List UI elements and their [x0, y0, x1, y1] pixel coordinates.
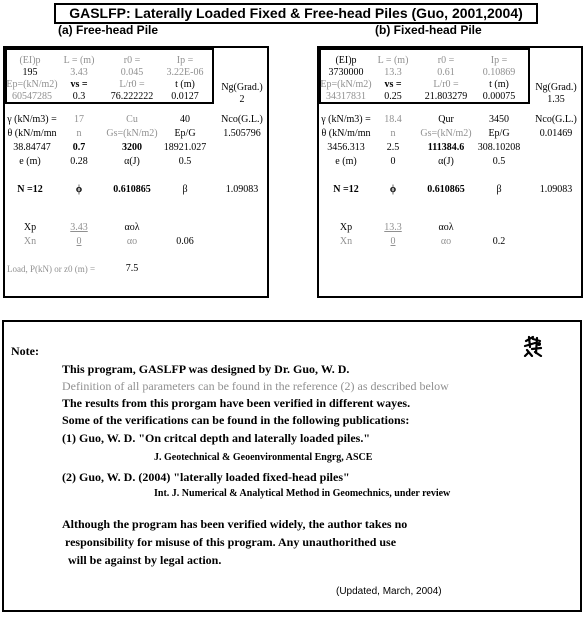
fixed-nco-value: 0.01469	[539, 128, 573, 139]
free-phi-value: 0.610865	[113, 184, 151, 195]
fixed-theta-label: θ (kN/m/mn	[321, 128, 371, 139]
free-cu-value[interactable]: 40	[180, 114, 190, 125]
fixed-xn-label: Xn	[339, 236, 353, 247]
free-gs-value: 3200	[122, 142, 142, 153]
fixed-length-value[interactable]: 13.3	[384, 67, 402, 78]
free-load-label: Load, P(kN) or z0 (m) =	[7, 264, 96, 274]
free-alpha0-value[interactable]: 0.06	[176, 236, 194, 247]
note-disclaimer-2: responsibility for misuse of this program. Any unauthorithed use	[62, 535, 397, 549]
free-inertia-label: Ip =	[176, 55, 194, 66]
free-xn-label: Xn	[23, 236, 37, 247]
fixed-alpha0-value[interactable]: 0.2	[492, 236, 506, 247]
note-ref-2-journal: Int. J. Numerical & Analytical Method in Geomechnics, under review	[154, 488, 451, 499]
fixed-t-label: t (m)	[489, 79, 509, 90]
note-line-definition: Definition of all parameters can be found in the reference (2) as described below	[62, 379, 449, 393]
free-t-label: t (m)	[175, 79, 195, 90]
note-box	[2, 320, 582, 612]
free-theta-value: 38.84747	[13, 142, 51, 153]
free-head-heading: (a) Free-head Pile	[58, 23, 159, 37]
note-disclaimer-1: Although the program has been verified widely, the author takes no	[62, 517, 408, 531]
free-t-value[interactable]: 0.0127	[171, 91, 199, 102]
free-ep-label: Ep=(kN/m2)	[6, 79, 58, 90]
fixed-alpha-value[interactable]: 0.5	[492, 156, 506, 167]
free-inertia-value[interactable]: 3.22E-06	[166, 67, 204, 78]
fixed-gamma-label: γ (kN/m3) =	[321, 114, 371, 125]
note-line-verified: The results from this prorgam have been verified in different wayes.	[62, 396, 411, 410]
free-gs-label: Gs=(kN/m2)	[106, 128, 158, 139]
free-head-panel	[3, 46, 269, 298]
free-n-value[interactable]: 0.7	[72, 142, 86, 153]
fixed-t-value[interactable]: 0.00075	[482, 91, 516, 102]
note-ref-2: (2) Guo, W. D. (2004) "laterally loaded fixed-head piles"	[62, 470, 350, 484]
free-lr-value: 76.222222	[110, 91, 154, 102]
free-radius-value[interactable]: 0.045	[120, 67, 144, 78]
free-lr-label: L/r0 =	[119, 79, 145, 90]
free-alpha-value[interactable]: 0.5	[178, 156, 192, 167]
fixed-poisson-value[interactable]: 0.25	[384, 91, 402, 102]
fixed-epg-value: 308.10208	[477, 142, 521, 153]
fixed-ep-label: Ep=(kN/m2)	[320, 79, 372, 90]
free-nco-value: 1.505796	[223, 128, 261, 139]
free-xp-label: Xp	[23, 222, 37, 233]
free-ng-label: Ng(Grad.)	[221, 82, 263, 93]
fixed-length-label: L = (m)	[377, 55, 409, 66]
free-cu-label: Cu	[126, 114, 138, 125]
fixed-phi-value: 0.610865	[427, 184, 465, 195]
free-xn-value: 0	[76, 236, 82, 247]
free-e-label: e (m)	[19, 156, 41, 167]
free-beta-value: 1.09083	[225, 184, 259, 195]
free-xp-value: 3.43	[70, 222, 88, 233]
free-ei-value[interactable]: 195	[22, 67, 38, 78]
fixed-gs-value: 111384.6	[427, 142, 465, 153]
free-e-value[interactable]: 0.28	[70, 156, 88, 167]
note-ref-1-journal: J. Geotechnical & Geoenvironmental Engrg, ASCE	[154, 452, 373, 463]
fixed-qur-label: Qur	[438, 114, 454, 125]
fixed-alphalambda-label: αoλ	[438, 222, 454, 233]
fixed-e-label: e (m)	[335, 156, 357, 167]
free-epg-label: Ep/G	[174, 128, 196, 139]
fixed-e-value[interactable]: 0	[390, 156, 396, 167]
free-beta-label: β	[182, 184, 188, 195]
free-ng-value[interactable]: 2	[239, 94, 245, 105]
calligraphy-logo-icon	[523, 335, 543, 357]
fixed-head-heading: (b) Fixed-head Pile	[375, 23, 482, 37]
free-phi-label: ϕ	[75, 184, 83, 195]
free-ep-value[interactable]: 60547285	[12, 91, 52, 102]
fixed-qur-value[interactable]: 3450	[489, 114, 509, 125]
free-length-value[interactable]: 3.43	[70, 67, 88, 78]
fixed-xp-value: 13.3	[384, 222, 402, 233]
free-alpha0-label: αo	[126, 236, 138, 247]
note-line-designer: This program, GASLFP was designed by Dr. Guo, W. D.	[62, 362, 350, 376]
free-ei-label: (EI)p	[19, 55, 41, 66]
fixed-gs-label: Gs=(kN/m2)	[420, 128, 472, 139]
fixed-n-value[interactable]: 2.5	[386, 142, 400, 153]
free-gamma-label: γ (kN/m3) =	[7, 114, 57, 125]
fixed-inertia-value[interactable]: 0.10869	[482, 67, 516, 78]
free-n-count: N =12	[17, 184, 43, 195]
fixed-xn-value: 0	[390, 236, 396, 247]
fixed-ei-label: (EI)p	[335, 55, 357, 66]
free-load-value[interactable]: 7.5	[125, 263, 139, 274]
note-line-publications: Some of the verifications can be found in the following publications:	[62, 413, 410, 427]
fixed-lr-value: 21.803279	[424, 91, 468, 102]
free-radius-label: r0 =	[123, 55, 141, 66]
fixed-alpha-label: α(J)	[438, 156, 454, 167]
fixed-gamma-value[interactable]: 18.4	[384, 114, 402, 125]
fixed-radius-value[interactable]: 0.61	[437, 67, 455, 78]
fixed-epg-label: Ep/G	[488, 128, 510, 139]
free-poisson-label: vs =	[70, 79, 88, 90]
fixed-n-label: n	[390, 128, 396, 139]
fixed-theta-value: 3456.313	[327, 142, 365, 153]
app-title: GASLFP: Laterally Loaded Fixed & Free-head Piles (Guo, 2001,2004)	[54, 3, 538, 24]
free-length-label: L = (m)	[63, 55, 95, 66]
note-ref-1: (1) Guo, W. D. "On critcal depth and laterally loaded piles."	[62, 431, 371, 445]
free-nco-label: Nco(G.L.)	[221, 114, 263, 125]
free-theta-label: θ (kN/m/mn	[7, 128, 57, 139]
note-label: Note:	[11, 344, 39, 358]
fixed-xp-label: Xp	[339, 222, 353, 233]
free-alpha-label: α(J)	[124, 156, 140, 167]
fixed-ei-value[interactable]: 3730000	[328, 67, 364, 78]
fixed-poisson-label: vs =	[384, 79, 402, 90]
free-poisson-value[interactable]: 0.3	[72, 91, 86, 102]
fixed-head-panel	[317, 46, 583, 298]
free-epg-value: 18921.027	[163, 142, 207, 153]
fixed-inertia-label: Ip =	[490, 55, 508, 66]
fixed-phi-label: ϕ	[389, 184, 397, 195]
fixed-n-count: N =12	[333, 184, 359, 195]
note-disclaimer-3: will be against by legal action.	[62, 553, 222, 567]
fixed-radius-label: r0 =	[437, 55, 455, 66]
fixed-alpha0-label: αo	[440, 236, 452, 247]
fixed-ep-value[interactable]: 34317831	[326, 91, 366, 102]
note-updated: (Updated, March, 2004)	[336, 586, 442, 597]
fixed-ng-label: Ng(Grad.)	[535, 82, 577, 93]
free-n-label: n	[76, 128, 82, 139]
free-alphalambda-label: αoλ	[124, 222, 140, 233]
fixed-lr-label: L/r0 =	[433, 79, 459, 90]
fixed-ng-value[interactable]: 1.35	[547, 94, 565, 105]
fixed-beta-value: 1.09083	[539, 184, 573, 195]
fixed-nco-label: Nco(G.L.)	[535, 114, 577, 125]
fixed-beta-label: β	[496, 184, 502, 195]
free-gamma-value[interactable]: 17	[74, 114, 84, 125]
